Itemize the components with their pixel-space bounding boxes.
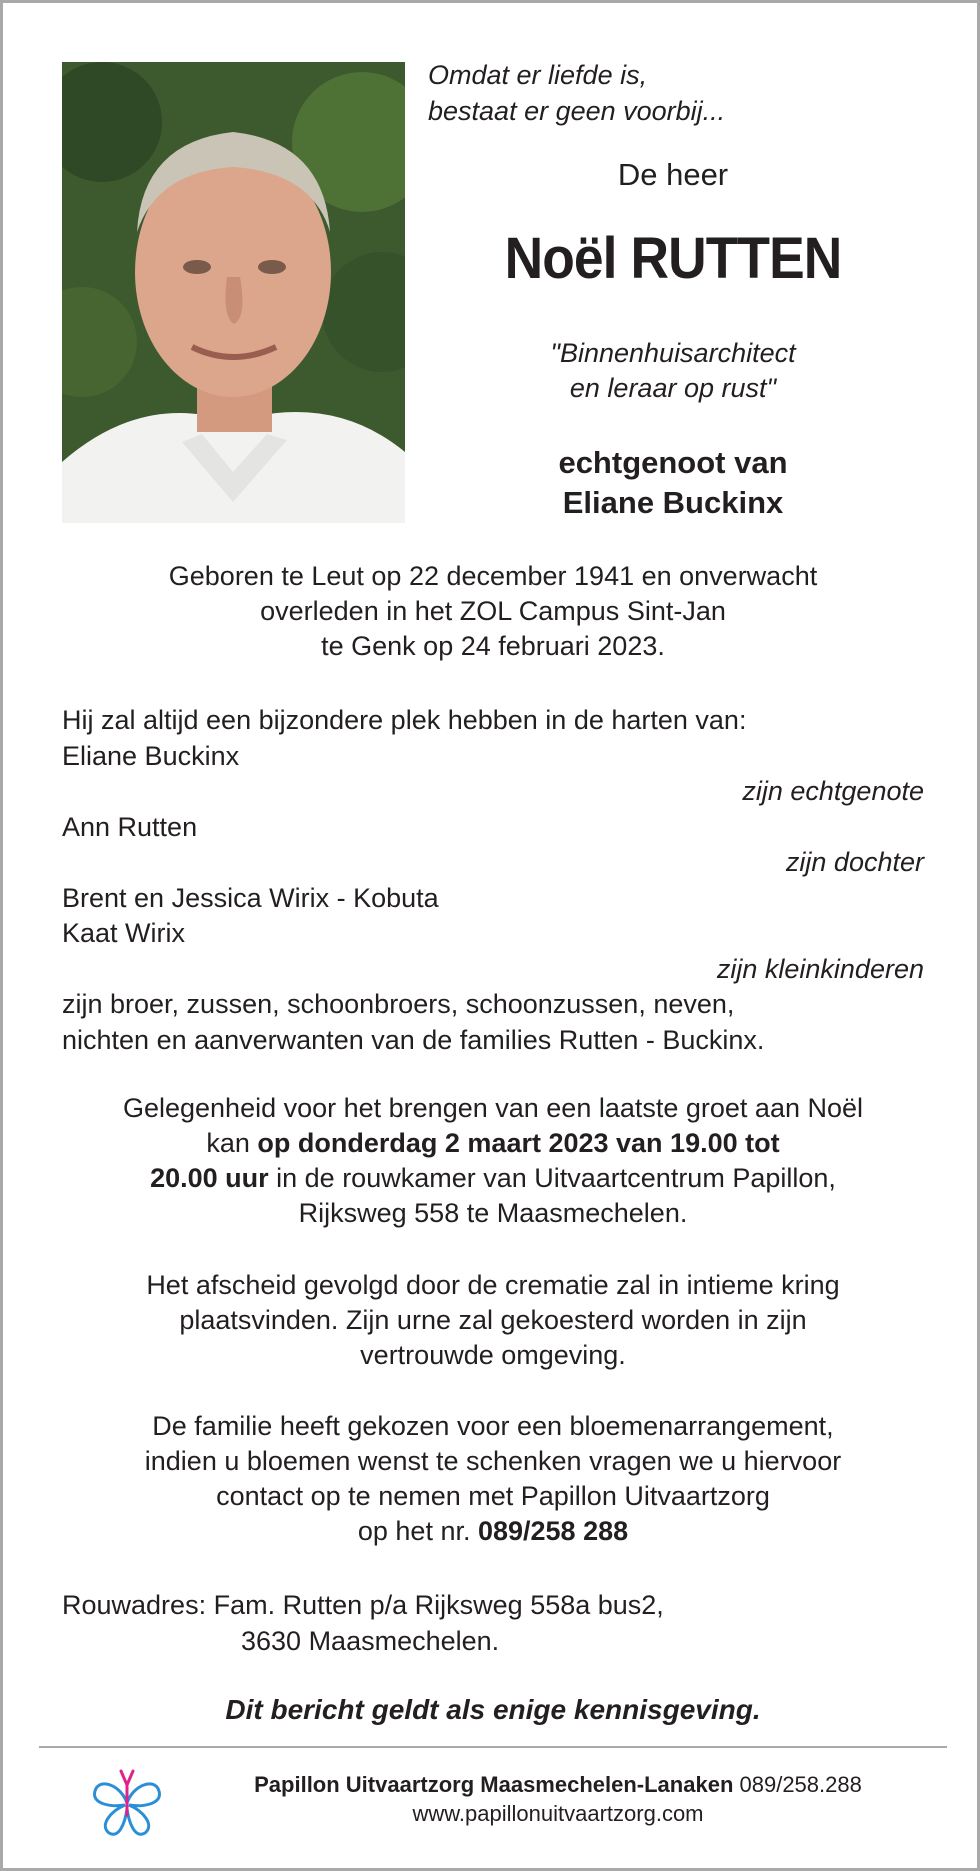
family-relation: zijn echtgenote [742, 776, 924, 806]
visitation-info [43, 1091, 943, 1231]
spouse-info [463, 443, 883, 523]
family-intro: Hij zal altijd een bijzondere plek hebben in de harten van: [62, 705, 747, 735]
visit-date: op donderdag 2 maart 2023 van 19.00 tot [257, 1128, 780, 1158]
family-list [62, 703, 924, 1058]
family-member: Brent en Jessica Wirix - Kobuta [62, 882, 439, 913]
family-others: zijn broer, zussen, schoonbroers, schoonzussen, neven, [62, 989, 735, 1019]
mourning-address [62, 1588, 664, 1659]
footer-company-line [178, 1770, 938, 1799]
quote-line: bestaat er geen voorbij... [428, 96, 726, 126]
birth-line: overleden in het ZOL Campus Sint-Jan [260, 596, 726, 626]
birth-line: te Genk op 24 februari 2023. [321, 631, 665, 661]
footer-info [178, 1770, 938, 1828]
footer-phone: 089/258.288 [733, 1772, 862, 1797]
address-line: Rouwadres: Fam. Rutten p/a Rijksweg 558a bus2, [62, 1590, 664, 1620]
portrait-photo [62, 62, 405, 523]
farewell-line: vertrouwde omgeving. [360, 1340, 626, 1370]
flowers-phone: 089/258 288 [477, 1516, 629, 1546]
address-line: 3630 Maasmechelen. [241, 1625, 500, 1656]
farewell-info [43, 1268, 943, 1373]
family-relation: zijn kleinkinderen [716, 953, 924, 984]
visit-time: 20.00 uur [150, 1163, 269, 1193]
family-others: nichten en aanverwanten van de families Rutten - Buckinx. [62, 1024, 765, 1055]
farewell-line: plaatsvinden. Zijn urne zal gekoesterd worden in zijn [179, 1305, 807, 1335]
visit-line: Rijksweg 558 te Maasmechelen. [298, 1198, 688, 1228]
visit-line [43, 1126, 943, 1161]
profession-line: "Binnenhuisarchitect [550, 338, 796, 368]
flowers-line: indien u bloemen wenst te schenken vragen we u hiervoor [144, 1446, 842, 1476]
quote-line: Omdat er liefde is, [428, 60, 648, 90]
profession [463, 336, 883, 406]
visit-line: Gelegenheid voor het brengen van een laatste groet aan Noël [122, 1093, 864, 1123]
flowers-line: De familie heeft gekozen voor een bloemenarrangement, [152, 1411, 834, 1441]
family-member: Kaat Wirix [62, 918, 186, 948]
butterfly-logo-icon [91, 1763, 163, 1839]
opening-quote [428, 57, 725, 129]
footer-divider [39, 1746, 947, 1748]
flowers-info [43, 1409, 943, 1549]
flowers-line: contact op te nemen met Papillon Uitvaartzorg [216, 1481, 770, 1511]
spouse-line: Eliane Buckinx [562, 485, 784, 520]
notice-statement: Dit bericht geldt als enige kennisgeving. [225, 1694, 761, 1725]
family-relation: zijn dochter [785, 847, 924, 877]
birth-death-info [43, 559, 943, 664]
family-member: Ann Rutten [62, 811, 198, 842]
flowers-line [43, 1514, 943, 1549]
footer-company: Papillon Uitvaartzorg Maasmechelen-Lanaken [254, 1772, 734, 1797]
footer-website[interactable]: www.papillonuitvaartzorg.com [412, 1801, 704, 1826]
flowers-text: op het nr. [357, 1516, 478, 1546]
salutation: De heer [617, 157, 729, 192]
farewell-line: Het afscheid gevolgd door de crematie zal in intieme kring [146, 1270, 840, 1300]
visit-text: in de rouwkamer van Uitvaartcentrum Papillon, [268, 1163, 836, 1193]
profession-line: en leraar op rust" [569, 373, 777, 403]
visit-line [43, 1161, 943, 1196]
deceased-name: Noël RUTTEN [504, 226, 842, 291]
spouse-line: echtgenoot van [558, 445, 788, 480]
family-member: Eliane Buckinx [62, 740, 240, 771]
visit-text: kan [206, 1128, 258, 1158]
birth-line: Geboren te Leut op 22 december 1941 en onverwacht [168, 561, 818, 591]
